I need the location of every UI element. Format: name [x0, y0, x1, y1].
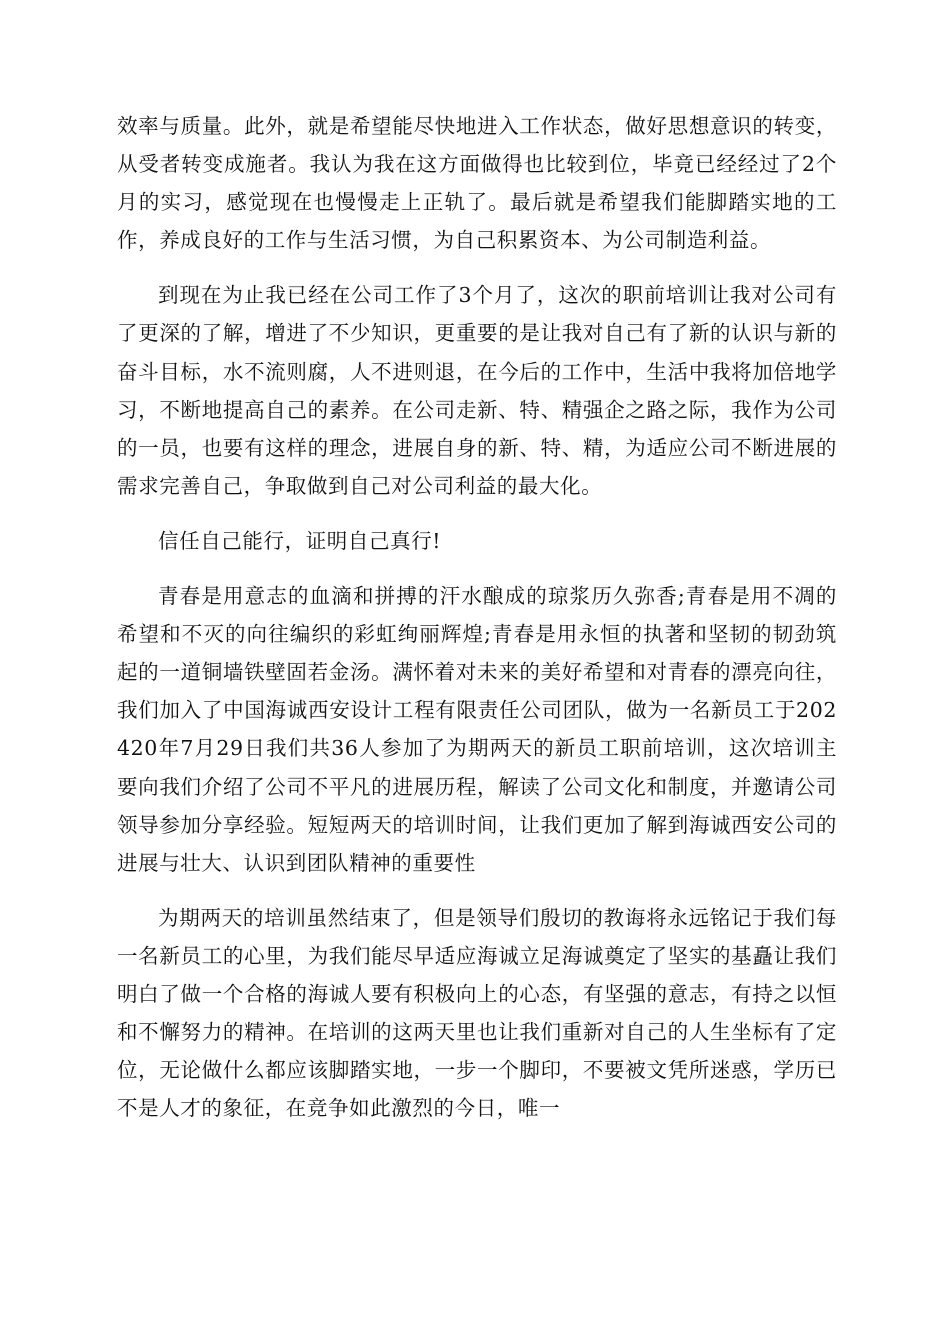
paragraph-1: 效率与质量。此外，就是希望能尽快地进入工作状态，做好思想意识的转变，从受者转变成施者。我认为我在这方面做得也比较到位，毕竟已经经过了2个月的实习，感觉现在也慢慢走上正轨了。最后就是希望我们能脚踏实地的工作，养成良好的工作与生活习惯，为自己积累资本、为公司制造利益。: [117, 114, 837, 253]
document-body: [117, 107, 837, 1127]
paragraph-5: 为期两天的培训虽然结束了，但是领导们殷切的教诲将永远铭记于我们每一名新员工的心里，为我们能尽早适应海诚立足海诚奠定了坚实的基矗让我们明白了做一个合格的海诚人要有积极向上的心态，有坚强的意志，有持之以恒和不懈努力的精神。在培训的这两天里也让我们重新对自己的人生坐标有了定位，无论做什么都应该脚踏实地，一步一个脚印，不要被文凭所迷惑，学历已不是人才的象征，在竞争如此激烈的今日，唯一: [117, 905, 837, 1121]
paragraph-4: 青春是用意志的血滴和拼搏的汗水酿成的琼浆历久弥香;青春是用不凋的希望和不灭的向往编织的彩虹绚丽辉煌;青春是用永恒的执著和坚韧的韧劲筑起的一道铜墙铁壁固若金汤。满怀着对未来的美好希望和对青春的漂亮向往，我们加入了中国海诚西安设计工程有限责任公司团队，做为一名新员工于202420年7月29日我们共36人参加了为期两天的新员工职前培训，这次培训主要向我们介绍了公司不平凡的进展历程，解读了公司文化和制度，并邀请公司领导参加分享经验。短短两天的培训时间，让我们更加了解到海诚西安公司的进展与壮大、认识到团队精神的重要性: [117, 584, 837, 875]
paragraph-2: 到现在为止我已经在公司工作了3个月了，这次的职前培训让我对公司有了更深的了解，增进了不少知识，更重要的是让我对自己有了新的认识与新的奋斗目标，水不流则腐，人不进则退，在今后的工作中，生活中我将加倍地学习，不断地提高自己的素养。在公司走新、特、精强企之路之际，我作为公司的一员，也要有这样的理念，进展自身的新、特、精，为适应公司不断进展的需求完善自己，争取做到自己对公司利益的最大化。: [117, 283, 837, 498]
paragraph-3: 信任自己能行，证明自己真行!: [158, 528, 442, 553]
